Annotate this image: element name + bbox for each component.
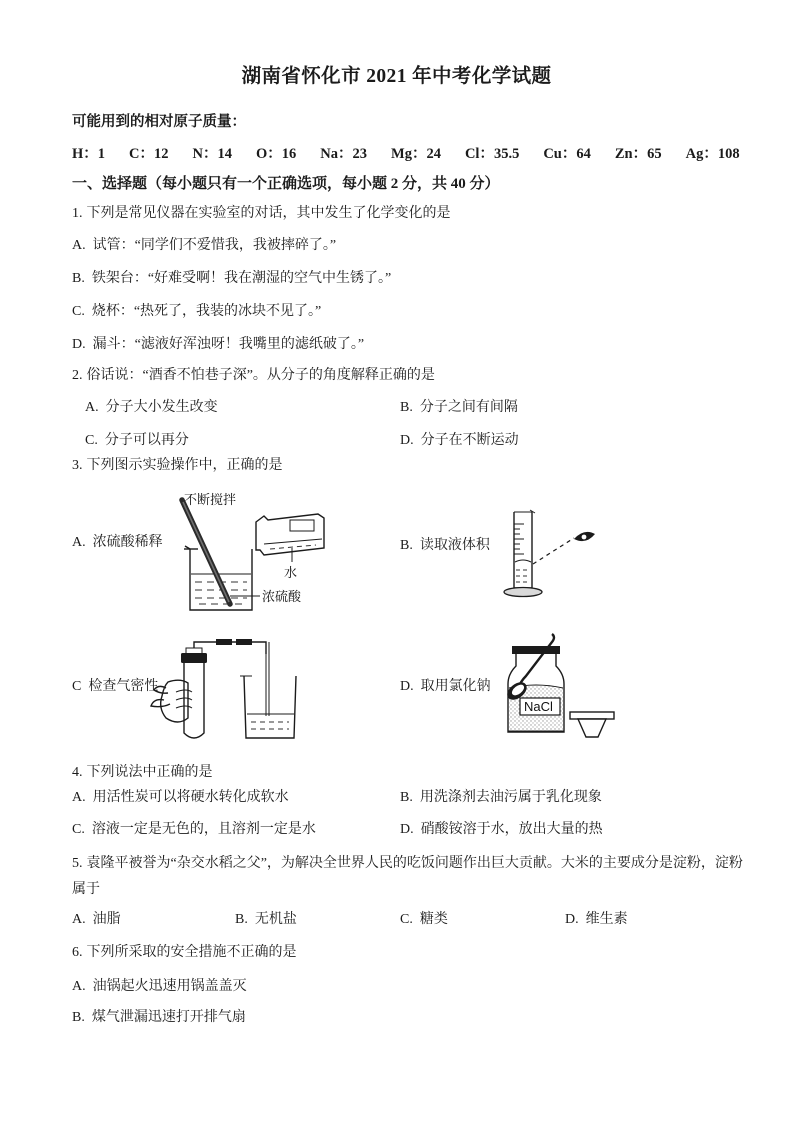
- question-4-stem: [72, 760, 740, 786]
- option-label: D.: [72, 337, 86, 352]
- hand-icon: [151, 680, 192, 722]
- question-6-number: 6.: [72, 945, 83, 960]
- atomic-mass-na: Na：23: [320, 146, 368, 162]
- question-4-option-d[interactable]: [400, 818, 603, 842]
- option-text: 漏斗：“滤液好浑浊呀！我嘴里的滤纸破了。”: [92, 337, 365, 352]
- question-3-option-a[interactable]: [72, 531, 163, 555]
- graduated-cylinder-icon: [504, 510, 542, 597]
- question-3-text: 下列图示实验操作中，正确的是: [86, 458, 283, 473]
- test-tube-icon: [181, 648, 207, 738]
- atomic-masses-line: [72, 106, 740, 170]
- option-label: A.: [72, 238, 86, 253]
- page-title: 湖南省怀化市 2021 年中考化学试题: [241, 66, 552, 87]
- option-label: C: [72, 679, 82, 694]
- option-text: 油锅起火迅速用锅盖盖灭: [92, 979, 247, 994]
- option-text: 分子在不断运动: [420, 433, 519, 448]
- atomic-mass-cl: Cl：35.5: [464, 146, 520, 162]
- question-5-option-c[interactable]: [400, 908, 448, 932]
- question-6-option-b[interactable]: [72, 1006, 246, 1030]
- question-4-number: 4.: [72, 765, 83, 780]
- option-label: A.: [72, 535, 86, 550]
- figure-read-liquid-volume: [500, 500, 620, 610]
- atomic-mass-zn: Zn：65: [614, 146, 662, 162]
- question-3-stem: [72, 453, 740, 479]
- option-label: B.: [400, 400, 413, 415]
- option-text: 硝酸铵溶于水，放出大量的热: [420, 822, 603, 837]
- question-2-text: 俗话说：“酒香不怕巷子深”。从分子的角度解释正确的是: [86, 368, 435, 383]
- atomic-mass-mg: Mg：24: [391, 146, 441, 162]
- option-label: A.: [72, 979, 86, 994]
- question-4-option-b[interactable]: [400, 786, 602, 810]
- question-1-option-b[interactable]: [72, 267, 391, 291]
- beaker-icon: [240, 676, 296, 738]
- question-2-option-a[interactable]: [85, 396, 218, 420]
- question-6-option-a[interactable]: [72, 975, 247, 999]
- figure-take-sodium-chloride: [490, 632, 630, 744]
- option-text: 分子可以再分: [104, 433, 189, 448]
- question-5-option-b[interactable]: [235, 908, 297, 932]
- option-label: B.: [400, 538, 413, 553]
- option-text: 分子大小发生改变: [105, 400, 218, 415]
- option-text: 读取液体积: [419, 538, 490, 553]
- option-label: C.: [400, 912, 413, 927]
- question-1-option-a[interactable]: [72, 234, 336, 258]
- question-6-stem: [72, 940, 740, 966]
- figure-label-acid: 浓硫酸: [262, 589, 302, 604]
- question-5-option-a[interactable]: [72, 908, 121, 932]
- sight-line: [533, 538, 574, 564]
- question-4-option-a[interactable]: [72, 786, 289, 810]
- option-text: 取用氯化钠: [420, 679, 491, 694]
- question-1-option-c[interactable]: [72, 300, 321, 324]
- atomic-mass-h: H：1: [72, 146, 106, 162]
- question-1-text: 下列是常见仪器在实验室的对话，其中发生了化学变化的是: [86, 206, 451, 221]
- option-label: C.: [72, 822, 85, 837]
- option-label: B.: [72, 271, 85, 286]
- option-label: D.: [400, 822, 414, 837]
- option-text: 无机盐: [254, 912, 297, 927]
- question-2-option-c[interactable]: [85, 429, 189, 453]
- question-1-stem: [72, 201, 740, 227]
- option-text: 分子之间有间隔: [419, 400, 518, 415]
- question-2-option-d[interactable]: [400, 429, 519, 453]
- atomic-mass-n: N：14: [192, 146, 232, 162]
- figure-label-stir: 不断搅拌: [184, 492, 237, 507]
- atomic-mass-cu: Cu：64: [543, 146, 591, 162]
- option-text: 煤气泄漏迅速打开排气扇: [91, 1010, 246, 1025]
- question-6-text: 下列所采取的安全措施不正确的是: [86, 945, 297, 960]
- option-text: 油脂: [92, 912, 121, 927]
- question-4-option-c[interactable]: [72, 818, 316, 842]
- option-label: B.: [235, 912, 248, 927]
- bottle-stopper-icon: [570, 712, 614, 737]
- reagent-bottle-icon: [256, 514, 324, 555]
- option-label: D.: [565, 912, 579, 927]
- figure-dilute-sulfuric-acid: [168, 492, 358, 614]
- question-2-option-b[interactable]: [400, 396, 518, 420]
- option-label: B.: [72, 1010, 85, 1025]
- option-label: C.: [85, 433, 98, 448]
- option-text: 检查气密性: [88, 679, 159, 694]
- question-3-number: 3.: [72, 458, 83, 473]
- option-text: 烧杯：“热死了，我装的冰块不见了。”: [91, 304, 322, 319]
- figure-check-airtightness: [148, 638, 308, 750]
- atomic-mass-ag: Ag：108: [685, 146, 740, 162]
- option-label: D.: [400, 679, 414, 694]
- option-text: 维生素: [585, 912, 628, 927]
- question-5-stem: [72, 851, 744, 903]
- question-5-number: 5.: [72, 856, 83, 871]
- option-label: C.: [72, 304, 85, 319]
- option-text: 试管：“同学们不爱惜我，我被摔碎了。”: [92, 238, 337, 253]
- option-label: B.: [400, 790, 413, 805]
- question-4-text: 下列说法中正确的是: [86, 765, 213, 780]
- question-5-text: 袁隆平被誉为“杂交水稻之父”，为解决全世界人民的吃饭问题作出巨大贡献。大米的主要成分是淀粉，淀粉属于: [72, 856, 743, 897]
- section-heading: 一、选择题（每小题只有一个正确选项，每小题 2 分，共 40 分）: [72, 176, 500, 192]
- question-3-option-d[interactable]: [400, 675, 491, 699]
- option-label: A.: [85, 400, 99, 415]
- figure-label-water: 水: [284, 565, 298, 580]
- figure-label-nacl: NaCl: [524, 699, 553, 714]
- question-2-number: 2.: [72, 368, 83, 383]
- question-5-option-d[interactable]: [565, 908, 628, 932]
- question-3-option-b[interactable]: [400, 534, 490, 558]
- question-2-stem: [72, 363, 740, 389]
- option-text: 铁架台：“好难受啊！我在潮湿的空气中生锈了。”: [91, 271, 392, 286]
- option-label: D.: [400, 433, 414, 448]
- stirring-rod-icon: [182, 500, 230, 604]
- atomic-mass-o: O：16: [256, 146, 297, 162]
- option-text: 溶液一定是无色的，且溶剂一定是水: [91, 822, 316, 837]
- question-1-option-d[interactable]: [72, 333, 364, 357]
- atomic-mass-c: C：12: [129, 146, 169, 162]
- option-text: 用活性炭可以将硬水转化成软水: [92, 790, 289, 805]
- question-1-number: 1.: [72, 206, 83, 221]
- option-label: A.: [72, 912, 86, 927]
- question-3-option-c[interactable]: [72, 675, 158, 699]
- atomic-masses-label: 可能用到的相对原子质量：: [72, 114, 246, 130]
- option-label: A.: [72, 790, 86, 805]
- option-text: 用洗涤剂去油污属于乳化现象: [419, 790, 602, 805]
- option-text: 糖类: [419, 912, 448, 927]
- eye-icon: [574, 532, 595, 541]
- option-text: 浓硫酸稀释: [92, 535, 163, 550]
